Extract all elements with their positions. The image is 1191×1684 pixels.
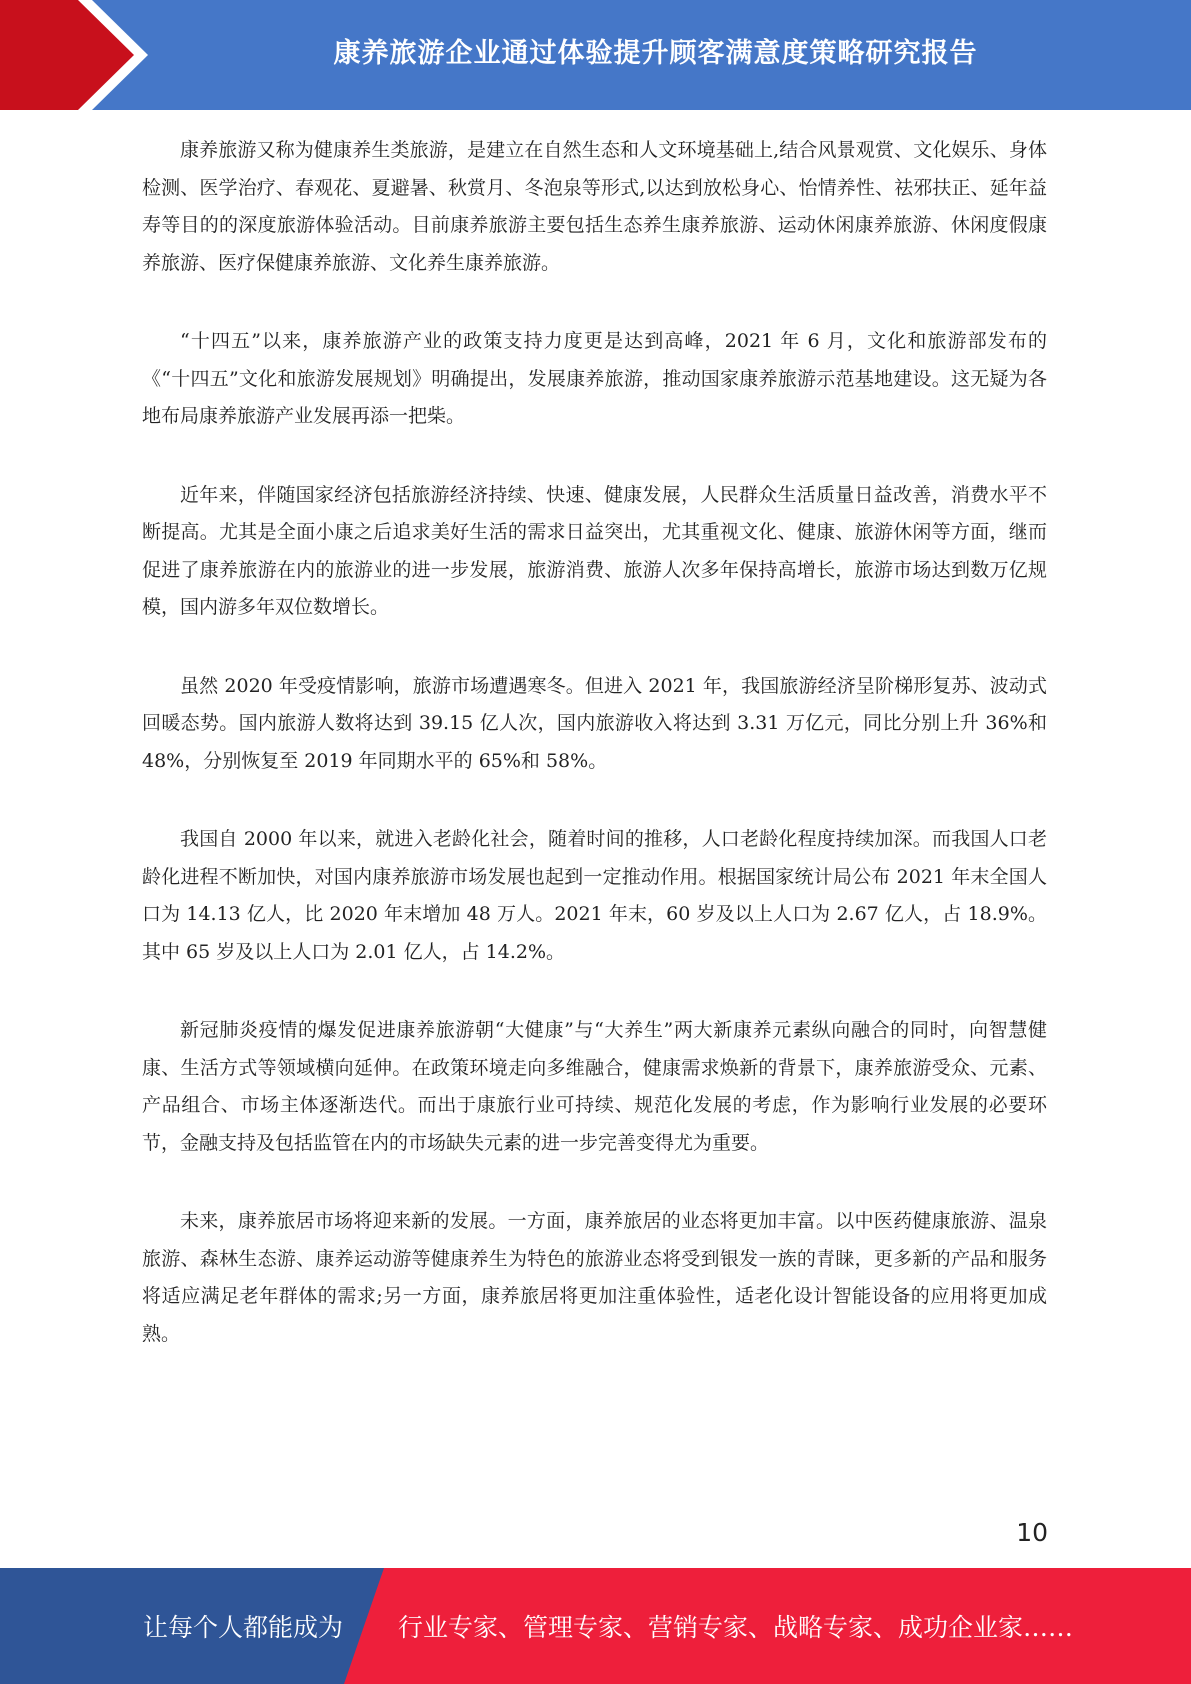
paragraph-5: 我国自 2000 年以来，就进入老龄化社会，随着时间的推移，人口老龄化程度持续加深。而我国人口老龄化进程不断加快，对国内康养旅游市场发展也起到一定推动作用。根据国家统计局公布 2021 年末全国人口为 14.13 亿人，比 2020 年末增加 48 万人。2021 年末，60 岁及以上人口为 2.67 亿人，占 18.9%。其中 65 岁及以上人口为 2.01 亿人，占 14.2%。: [142, 828, 1047, 963]
document-title: 康养旅游企业通过体验提升顾客满意度策略研究报告: [333, 37, 978, 69]
paragraph-4: 虽然 2020 年受疫情影响，旅游市场遭遇寒冬。但进入 2021 年，我国旅游经济呈阶梯形复苏、波动式回暖态势。国内旅游人数将达到 39.15 亿人次，国内旅游收入将达到 3.31 万亿元，同比分别上升 36%和 48%，分别恢复至 2019 年同期水平的 65%和 58%。: [142, 674, 1047, 772]
footer-slogan-left: 让每个人都能成为: [143, 1613, 344, 1642]
paragraph-2: “十四五”以来，康养旅游产业的政策支持力度更是达到高峰，2021 年 6 月，文化和旅游部发布的《“十四五”文化和旅游发展规划》明确提出，发展康养旅游，推动国家康养旅游示范基地建设。这无疑为各地布局康养旅游产业发展再添一把柴。: [142, 330, 1047, 427]
footer-slogan-right: 行业专家、管理专家、营销专家、战略专家、成功企业家……: [398, 1613, 1074, 1642]
page-number: 10: [1016, 1518, 1048, 1547]
paragraph-3: 近年来，伴随国家经济包括旅游经济持续、快速、健康发展，人民群众生活质量日益改善，消费水平不断提高。尤其是全面小康之后追求美好生活的需求日益突出，尤其重视文化、健康、旅游休闲等方面，继而促进了康养旅游在内的旅游业的进一步发展，旅游消费、旅游人次多年保持高增长，旅游市场达到数万亿规模，国内游多年双位数增长。: [142, 483, 1047, 618]
paragraph-6: 新冠肺炎疫情的爆发促进康养旅游朝“大健康”与“大养生”两大新康养元素纵向融合的同时，向智慧健康、生活方式等领域横向延伸。在政策环境走向多维融合，健康需求焕新的背景下，康养旅游受众、元素、产品组合、市场主体逐渐迭代。而出于康旅行业可持续、规范化发展的考虑，作为影响行业发展的必要环节，金融支持及包括监管在内的市场缺失元素的进一步完善变得尤为重要。: [142, 1019, 1047, 1154]
paragraph-7: 未来，康养旅居市场将迎来新的发展。一方面，康养旅居的业态将更加丰富。以中医药健康旅游、温泉旅游、森林生态游、康养运动游等健康养生为特色的旅游业态将受到银发一族的青睐，更多新的产品和服务将适应满足老年群体的需求;另一方面，康养旅居将更加注重体验性，适老化设计智能设备的应用将更加成熟。: [142, 1210, 1047, 1345]
paragraph-1: 康养旅游又称为健康养生类旅游，是建立在自然生态和人文环境基础上,结合风景观赏、文化娱乐、身体检测、医学治疗、春观花、夏避暑、秋赏月、冬泡泉等形式,以达到放松身心、怡情养性、祛邪扶正、延年益寿等目的的深度旅游体验活动。目前康养旅游主要包括生态养生康养旅游、运动休闲康养旅游、休闲度假康养旅游、医疗保健康养旅游、文化养生康养旅游。: [142, 139, 1047, 274]
page-header: [0, 0, 1191, 110]
report-body: [142, 132, 1047, 1394]
page-footer: [0, 1568, 1191, 1684]
